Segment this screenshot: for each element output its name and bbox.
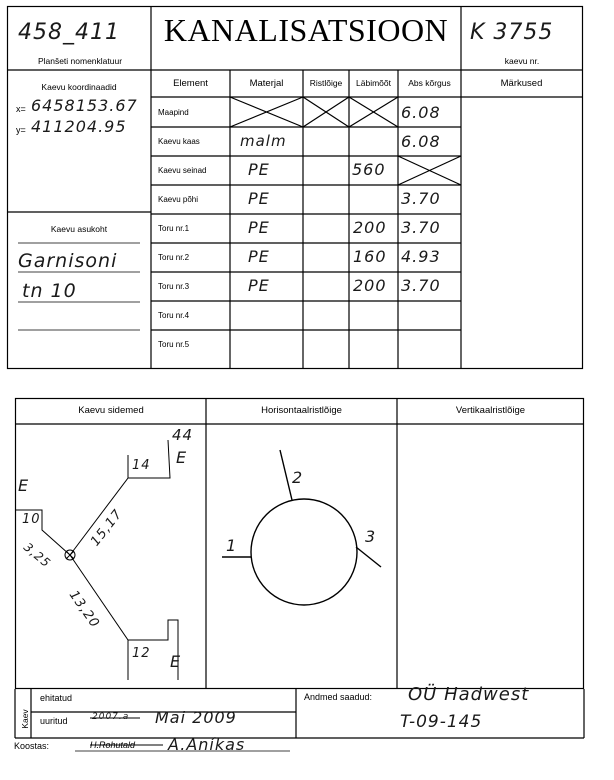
- row-element: Toru nr.4: [158, 311, 190, 320]
- row-element: Kaevu põhi: [158, 195, 199, 204]
- row-height: 6.08: [401, 103, 441, 122]
- sheet-code: 458_411: [18, 20, 120, 45]
- row-element: Kaevu kaas: [158, 137, 200, 146]
- row-material: PE: [248, 160, 270, 179]
- coords-label: Kaevu koordinaadid: [41, 82, 117, 92]
- location-line1: Garnisoni: [18, 250, 118, 272]
- row-material: malm: [240, 132, 287, 150]
- row-material: PE: [248, 247, 270, 266]
- surveyed-label: uuritud: [40, 716, 68, 726]
- row-height: 4.93: [401, 247, 441, 266]
- panel-horizontal-title: Horisontaalristlõige: [261, 405, 342, 416]
- y-prefix: y=: [16, 125, 26, 135]
- row-diameter: 200: [353, 276, 387, 295]
- pipe-label-3: 3: [365, 527, 377, 546]
- panel-vertical-title: Vertikaalristlõige: [455, 405, 526, 416]
- location-label: Kaevu asukoht: [50, 224, 108, 234]
- tie-label-12: 12: [132, 646, 151, 661]
- compiled-label: Koostas:: [14, 741, 50, 751]
- well-number-label: kaevu nr.: [504, 56, 540, 66]
- row-height: 3.70: [401, 189, 441, 208]
- page-title: KANALISATSIOON: [163, 12, 449, 48]
- tie-label-15-17: 15,17: [88, 506, 126, 550]
- row-diameter: 560: [352, 160, 386, 179]
- row-material: PE: [248, 218, 270, 237]
- tie-label-10: 10: [22, 512, 41, 527]
- row-element: Maapind: [158, 108, 189, 117]
- location-line2: tn 10: [22, 280, 77, 302]
- row-element: Toru nr.3: [158, 282, 190, 291]
- compiled-value: A.Aníkas: [168, 735, 246, 754]
- row-height: 3.70: [401, 218, 441, 237]
- tie-label-e-left: E: [18, 476, 30, 495]
- footer-side-label: Kaev: [20, 709, 30, 729]
- built-label: ehitatud: [40, 693, 73, 703]
- col-notes: Märkused: [500, 78, 543, 89]
- surveyed-value: Mai 2009: [155, 708, 237, 727]
- row-height: 6.08: [401, 132, 441, 151]
- col-material: Materjal: [249, 78, 284, 89]
- tie-label-14: 14: [132, 458, 151, 473]
- y-value: 411204.95: [31, 117, 127, 136]
- tie-label-e-bottom: E: [170, 652, 182, 671]
- col-height: Abs kõrgus: [408, 78, 451, 88]
- col-diameter: Läbimõõt: [356, 78, 391, 88]
- row-element: Kaevu seinad: [158, 166, 207, 175]
- surveyed-old: 2007.a: [92, 712, 130, 722]
- well-number: K 3755: [470, 20, 554, 45]
- pipe-label-1: 1: [226, 536, 238, 555]
- row-material: PE: [248, 189, 270, 208]
- row-element: Toru nr.2: [158, 253, 190, 262]
- row-material: PE: [248, 276, 270, 295]
- tie-label-13-20: 13,20: [65, 588, 103, 632]
- row-diameter: 160: [353, 247, 387, 266]
- tie-label-44: 44: [172, 426, 194, 444]
- x-value: 6458153.67: [31, 96, 138, 115]
- row-element: Toru nr.1: [158, 224, 190, 233]
- row-height: 3.70: [401, 276, 441, 295]
- col-section: Ristlõige: [309, 78, 343, 88]
- sheet-label: Planšeti nomenklatuur: [37, 56, 123, 66]
- pipe-label-2: 2: [292, 468, 304, 487]
- col-element: Element: [173, 78, 208, 89]
- data-from-label: Andmed saadud:: [304, 692, 373, 702]
- tie-label-e-top: E: [176, 448, 188, 467]
- row-diameter: 200: [353, 218, 387, 237]
- tie-label-3-25: 3,25: [21, 540, 54, 571]
- compiled-old: H.Rohutald: [90, 740, 136, 750]
- row-element: Toru nr.5: [158, 340, 190, 349]
- data-from-value1: OÜ Hadwest: [408, 684, 530, 705]
- panel-ties-title: Kaevu sidemed: [78, 405, 144, 416]
- x-prefix: x=: [16, 104, 26, 114]
- data-from-value2: T-09-145: [400, 712, 483, 732]
